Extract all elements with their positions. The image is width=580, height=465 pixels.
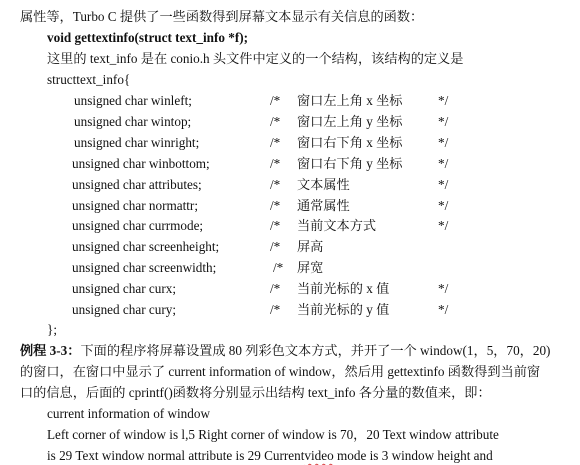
output-line-3 xyxy=(47,447,493,465)
struct-open: structtext_info{ xyxy=(47,72,131,87)
struct-close: }; xyxy=(47,322,57,337)
struct-field-declaration: unsigned char curx; xyxy=(72,281,176,296)
struct-field-comment: 当前光标的 x 值 xyxy=(297,281,390,296)
comment-open: /* xyxy=(270,135,281,150)
comment-open: /* xyxy=(270,302,281,317)
comment-close: */ xyxy=(438,198,449,213)
comment-close: */ xyxy=(438,114,449,129)
struct-field-declaration: unsigned char wintop; xyxy=(74,114,192,129)
struct-field-comment: 当前光标的 y 值 xyxy=(297,302,390,317)
example-line-1 xyxy=(20,342,550,360)
output-line-3-a: is 29 Text window normal attribute is 29 Current xyxy=(47,448,305,463)
comment-open: /* xyxy=(270,281,281,296)
comment-close: */ xyxy=(438,177,449,192)
struct-field-comment: 窗口左上角 y 坐标 xyxy=(297,114,403,129)
example-line-3: 口的信息，后面的 cprintf()函数将分别显示出结构 text_info 各分量的数值来，即： xyxy=(20,385,491,400)
comment-open: /* xyxy=(270,218,281,233)
struct-field-declaration: unsigned char screenwidth; xyxy=(72,260,217,275)
struct-field-comment: 屏宽 xyxy=(297,260,324,275)
comment-close: */ xyxy=(438,93,449,108)
comment-close: */ xyxy=(438,156,449,171)
struct-field-declaration: unsigned char screenheight; xyxy=(72,239,220,254)
comment-close: */ xyxy=(438,302,449,317)
struct-field-declaration: unsigned char normattr; xyxy=(72,198,198,213)
comment-open: /* xyxy=(273,260,284,275)
struct-field-comment: 窗口右下角 x 坐标 xyxy=(297,135,403,150)
struct-field-declaration: unsigned char currmode; xyxy=(72,218,204,233)
struct-field-declaration: unsigned char winleft; xyxy=(74,93,192,108)
struct-field-comment: 窗口左上角 x 坐标 xyxy=(297,93,403,108)
output-line-3-c: mode is 3 window height and xyxy=(333,448,493,463)
comment-open: /* xyxy=(270,93,281,108)
example-line-1-text: 下面的程序将屏幕设置成 80 列彩色文本方式，并开了一个 window(1，5，70，20) xyxy=(80,343,551,358)
output-line-2: Left corner of window is l,5 Right corner of window is 70，20 Text window attribute xyxy=(47,427,499,442)
intro-line-3: 这里的 text_info 是在 conio.h 头文件中定义的一个结构，该结构的定义是 xyxy=(47,51,464,66)
intro-line-1: 属性等，Turbo C 提供了一些函数得到屏幕文本显示有关信息的函数： xyxy=(20,9,424,24)
comment-open: /* xyxy=(270,177,281,192)
comment-close: */ xyxy=(438,135,449,150)
struct-field-declaration: unsigned char attributes; xyxy=(72,177,202,192)
comment-close: */ xyxy=(438,218,449,233)
struct-field-declaration: unsigned char cury; xyxy=(72,302,176,317)
comment-open: /* xyxy=(270,198,281,213)
comment-close: */ xyxy=(438,281,449,296)
struct-field-comment: 文本属性 xyxy=(297,177,350,192)
spellcheck-underlined-word: video xyxy=(304,448,334,463)
comment-open: /* xyxy=(270,114,281,129)
struct-field-comment: 窗口右下角 y 坐标 xyxy=(297,156,403,171)
struct-field-comment: 屏高 xyxy=(297,239,324,254)
struct-field-declaration: unsigned char winbottom; xyxy=(72,156,210,171)
example-label: 例程 3-3： xyxy=(20,343,81,358)
comment-open: /* xyxy=(270,239,281,254)
struct-field-comment: 通常属性 xyxy=(297,198,350,213)
output-line-1: current information of window xyxy=(47,406,210,421)
comment-open: /* xyxy=(270,156,281,171)
struct-field-declaration: unsigned char winright; xyxy=(74,135,200,150)
function-signature: void gettextinfo(struct text_info *f); xyxy=(47,30,249,45)
struct-field-comment: 当前文本方式 xyxy=(297,218,377,233)
example-line-2: 的窗口，在窗口中显示了 current information of window，然后用 gettextinfo 函数得到当前窗 xyxy=(20,364,541,379)
